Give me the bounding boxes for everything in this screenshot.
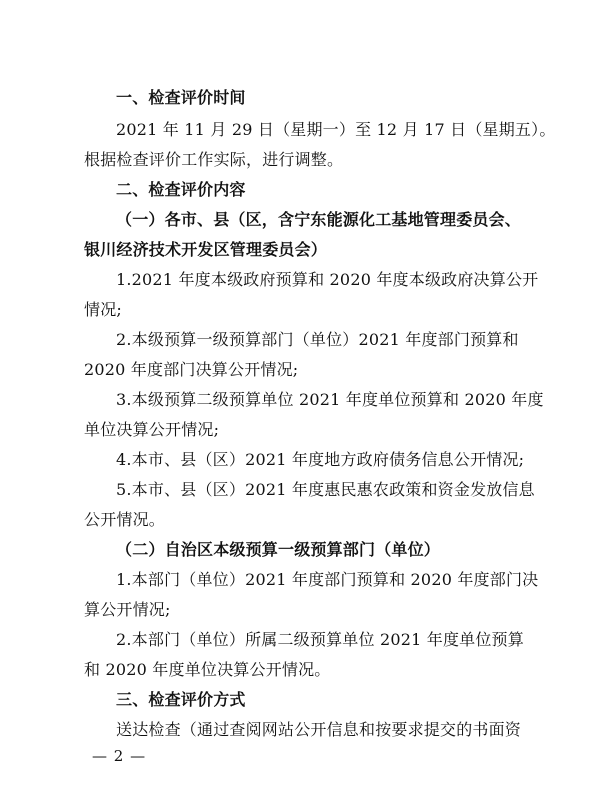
section-heading-method: 三、检查评价方式 [116,690,246,709]
item-1-3-line-2: 单位决算公开情况; [84,420,220,439]
item-2-2-line-2: 和 2020 年度单位决算公开情况。 [84,660,331,679]
paragraph-time-line-2: 根据检查评价工作实际，进行调整。 [84,150,344,169]
item-1-2-line-2: 2020 年度部门决算公开情况; [84,360,299,379]
subsection-heading-cities-line-1: （一）各市、县（区，含宁东能源化工基地管理委员会、 [116,210,522,229]
subsection-heading-departments: （二）自治区本级预算一级预算部门（单位） [116,540,441,559]
paragraph-time-line-1: 2021 年 11 月 29 日（星期一）至 12 月 17 日（星期五）。 [116,120,556,139]
page-number: — 2 — [92,747,147,765]
paragraph-method-line-1: 送达检查（通过查阅网站公开信息和按要求提交的书面资 [116,720,522,739]
item-1-3-line-1: 3.本级预算二级预算单位 2021 年度单位预算和 2020 年度 [116,390,544,409]
subsection-heading-cities-line-2: 银川经济技术开发区管理委员会） [84,240,328,259]
item-2-1-line-1: 1.本部门（单位）2021 年度部门预算和 2020 年度部门决 [116,570,539,589]
item-1-5-line-1: 5.本市、县（区）2021 年度惠民惠农政策和资金发放信息 [116,480,535,499]
section-heading-content: 二、检查评价内容 [116,180,246,199]
section-heading-time: 一、检查评价时间 [116,88,246,107]
item-2-1-line-2: 算公开情况; [84,600,171,619]
item-1-2-line-1: 2.本级预算一级预算部门（单位）2021 年度部门预算和 [116,330,519,349]
item-1-4-line-1: 4.本市、县（区）2021 年度地方政府债务信息公开情况; [116,450,525,469]
item-1-1-line-2: 情况; [84,300,122,319]
item-1-5-line-2: 公开情况。 [84,510,166,529]
item-2-2-line-1: 2.本部门（单位）所属二级预算单位 2021 年度单位预算 [116,630,524,649]
item-1-1-line-1: 1.2021 年度本级政府预算和 2020 年度本级政府决算公开 [116,270,539,289]
